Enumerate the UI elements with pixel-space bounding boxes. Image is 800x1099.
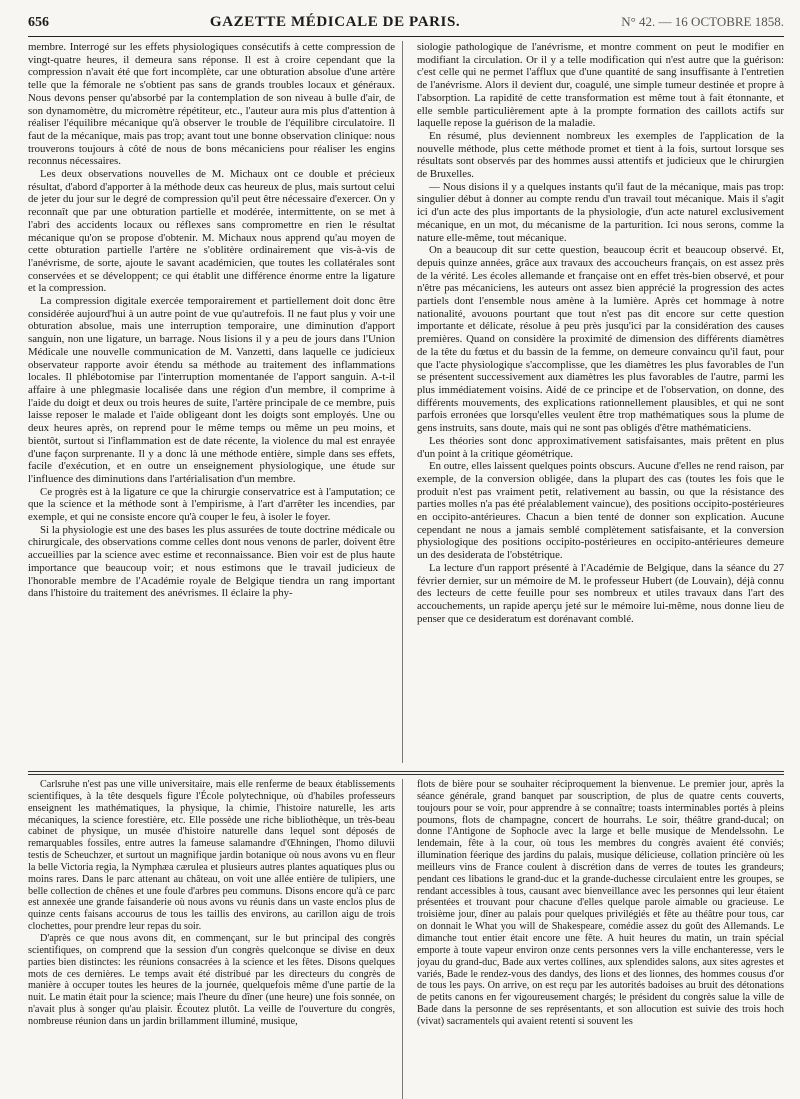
main-article	[28, 41, 784, 763]
paragraph: flots de bière pour se souhaiter réciproquement la bienvenue. Le premier jour, après la séance générale, grand banquet par souscription, de plus de quatre cents couverts, toujours pour se voir, pour apprendre à se connaître; toasts interminables portés à pleins poumons, flots de champagne, concert de hourrahs. Le soir, théâtre grand-ducal; on donne l'Antigone de Sophocle avec la large et belle musique de Mendelssohn. Le lendemain, fête à la cour, où tous les membres du congrès avaient été conviés; illumination féerique des jardins du palais, musique délicieuse, collation princière où les meilleurs vins de France coulent à discrétion dans de verres de toutes les grandeurs; pendant ces libations le grand-duc et la grande-duchesse circulaient entre les groupes, se rendant accessibles à tous, causant avec bienveillance avec les personnes qui leur étaient présentées et trouvant pour chacune d'elles quelque parole aimable ou gracieuse. Le troisième jour, dîner au palais pour quelques privilégiés et fête au théâtre pour tous, car on donnait le What you will de Shakespeare, comédie assez du goût des Allemands. Le dimanche tout entier était encore une fête. A huit heures du matin, un train spécial emporte à toute vapeur environ onze cents personnes vers la ville enchanteresse, vers le joyau du grand-duc, Bade aux vertes collines, aux splendides salons, aux sites agrestes et variés, Bade le rendez-vous des dandys, des lions et des lionnes, des hommes cousus d'or de tous les pays. On arrive, on est reçu par les autorités badoises au bruit des détonations de petits canons en fer vigoureusement chargés; le président du congrès salue la ville de Bade dans la personne de ses représentants, et son allocution est suivie des trois hoch (vivat) sacramentels qui avaient retenti si souvent les	[417, 779, 784, 1027]
paragraph: membre. Interrogé sur les effets physiologiques consécutifs à cette compression de vingt-quatre heures, il demeura sans réponse. Il est à croire cependant que la compression n'avait été que fort incomplète, car une obturation absolue d'une artère telle que la fémorale ne s'obtient pas sans de grands troubles locaux et généraux. Nous devons penser qu'absorbé par la contemplation de son niveau à bulle d'air, de son dynamomètre, du micromètre répétiteur, etc., l'auteur aura mis plus d'attention à réaliser l'équilibre mécanique qu'à observer le trouble de l'équilibre circulatoire. Il faut de la mécanique, mais pas trop; avant tout une bonne observation clinique: nous trouverons toujours à côté de nous de bons mécaniciens pour réaliser les engins reconnus nécessaires.	[28, 41, 395, 168]
paragraph: Ce progrès est à la ligature ce que la chirurgie conservatrice est à l'amputation; ce que la science et la méthode sont à l'empirisme, à l'art d'arrêter les incendies, par exemple, et qui ne consiste encore qu'à couper le feu, à isoler le foyer.	[28, 485, 395, 524]
feuilleton-divider	[28, 771, 784, 775]
paragraph: On a beaucoup dit sur cette question, beaucoup écrit et beaucoup observé. Et, depuis quinze années, grâce aux travaux des accoucheurs français, on est assez près de la vérité. Les écoles allemande et française ont en effet très-bien observé, et pour n'être pas mécaniciens, les auteurs ont assez bien apprécié la progression des actes partiels dont l'ensemble nous amène à la lumière. Après cet hommage à notre nationalité, avouons pourtant que tout n'est pas dit encore sur cette question importante et délicate, résolue à peu près jusqu'ici par la considération des causes premières. Quand on considère la proximité de dimension des différents diamètres de la tête du fœtus et du bassin de la femme, on demeure convaincu qu'il faut, pour que l'acte physiologique s'accomplisse, que les diamètres les plus favorables de l'un se présentent successivement aux diamètres les plus favorables de l'autre, parmi les plus immédiatement voisins. Aidé de ce principe et de l'observation, on donne, des différents mouvements, des explications rationnellement plausibles, et qui ne sont parfois erronées que lorsqu'elles veulent être trop mathématiques sous la plume de gens instruits, sans doute, mais qui ne sont pas obligés d'être mathématiciens.	[417, 244, 784, 435]
paragraph: Les théories sont donc approximativement satisfaisantes, mais prêtent en plus d'un point à la critique géométrique.	[417, 434, 784, 460]
journal-title: GAZETTE MÉDICALE DE PARIS.	[209, 14, 461, 30]
paragraph: siologie pathologique de l'anévrisme, et montre comment on peut le modifier en modifiant la circulation. Or il y a telle modification qui n'est autre que la guérison: c'est celle qui ne permet l'afflux que d'une quantité de sang insuffisante à l'entretien de l'anévrisme. Alors il devient dur, coagulé, une simple tumeur destinée et propre à l'absorption. La rapidité de cette transformation est même tout à fait étonnante, et elle semble particulièrement apte à la prompte formation des caillots actifs sur laquelle repose la guérison de la maladie.	[417, 41, 784, 130]
article-column-right	[417, 41, 784, 763]
feuilleton-column-left	[28, 779, 403, 1099]
feuilleton-section	[28, 779, 784, 1099]
paragraph: En outre, elles laissent quelques points obscurs. Aucune d'elles ne rend raison, par exemple, de la conversion obligée, dans la plupart des cas (toutes les fois que le produit n'est pas vraiment petit, relativement au bassin, ou que la résistance des parties molles n'a pas été préalablement vaincue), des positions occipito-postérieures en occipito-antérieures. Chacun a bien tenté de donner son explication. Aucune cependant ne nous a jamais semblé complètement satisfaisante, et la conversion physiologique des positions occipito-postérieures en occipito-antérieures demeure un des desiderata de l'obstétrique.	[417, 460, 784, 562]
paragraph: La compression digitale exercée temporairement et partiellement doit donc être considérée aujourd'hui à un autre point de vue qu'autrefois. Il ne faut plus y voir une obturation absolue, mais une interruption temporaire, une diminution d'apport sanguin, non une ligature, un barrage. Nous lisions il y a peu de jours dans l'Union Médicale une nouvelle communication de M. Vanzetti, dans laquelle ce judicieux observateur rapporte avoir étendu sa méthode au traitement des inflammations locales. Il phlébotomise par l'interruption momentanée de l'apport sanguin. A-t-il affaire à une phlegmasie localisée dans une région d'un membre, il comprime à l'aide du doigt et deux ou trois heures de suite, l'artère principale de ce membre, puis laisse reposer le malade et l'aide obligeant dont les doigts sont employés. Une ou deux heures après, on reprend pour le même temps ou même un peu moins, et bientôt, surtout si l'inflammation est de date récente, la violence du mal est enrayée d'une façon surprenante. Il y a donc là une méthode entière, simple dans ses effets, facile d'exécution, et en outre un enseignement physiologique, une étude sur l'influence des diminutions dans l'artérialisation d'un membre.	[28, 295, 395, 485]
paragraph: Carlsruhe n'est pas une ville universitaire, mais elle renferme de beaux établissements scientifiques, à la tête desquels figure l'École polytechnique, où d'habiles professeurs enseignent les mathématiques, la physique, la chimie, l'histoire naturelle, les arts mécaniques, la science forestière, etc. Elle possède une riche bibliothèque, un très-beau cabinet de physique, un musée d'histoire naturelle dans lequel sont déposés de remarquables fossiles, entre autres la fameuse salamandre d'Œhningen, l'homo diluvii testis de Scheuchzer, et surtout un magnifique jardin botanique où nous avons vu en fleur la belle Victoria regia, la Nymphæa cærulea et plusieurs autres plantes aquatiques plus ou moins rares. Dans le parc attenant au château, on voit une allée entière de tulipiers, une belle collection de chênes et une foule d'arbres peu communs. Disons encore qu'à ce parc est annexée une grande faisanderie où nous avons vu réunis dans un vaste enclos plus de quinze cents faisans accourus de tous les taillis des environs, au carillon aigu de trois clochettes, pour prendre leur repas du soir.	[28, 779, 395, 933]
paragraph: La lecture d'un rapport présenté à l'Académie de Belgique, dans la séance du 27 février dernier, sur un mémoire de M. le professeur Hubert (de Louvain), déjà connu des lecteurs de cette feuille pour ses nombreux et utiles travaux dans l'art des accouchements, un rapide aperçu jeté sur le mémoire lui-même, nous donne lieu de penser que ce desideratum est dorénavant comblé.	[417, 561, 784, 625]
paragraph: Les deux observations nouvelles de M. Michaux ont ce double et précieux résultat, d'abord d'apporter à la méthode deux cas heureux de plus, mais surtout celui de jeter du jour sur le degré de compression qu'il peut être nécessaire d'exercer. On y reconnaît que par une obturation partielle et modérée, intermittente, on se met à l'abri des accidents locaux ou réflexes sans compromettre en rien le résultat mécanique qu'on se propose d'obtenir. M. Michaux nous apprend qu'au moyen de cette obturation partielle l'artère ne s'oblitère ordinairement que vis-à-vis de l'anévrisme, de sorte, ajoute le savant académicien, que toutes les collatérales sont conservées et se développent; ce qui établit une différence énorme entre la ligature et la compression.	[28, 168, 395, 295]
page-header	[28, 14, 784, 37]
paragraph: D'après ce que nous avons dit, en commençant, sur le but principal des congrès scientifiques, on comprend que la session d'un congrès quelconque se divise en deux parties bien distinctes: les réunions consacrées à la science et les fêtes. Disons quelques mots de ces dernières. Le temps avait été distribué par les directeurs du congrès de manière à occuper toutes les heures de la journée, quelquefois même d'une partie de la nuit. Le matin était pour la science; mais l'heure du dîner (une heure) une fois sonnée, on n'avait plus à songer qu'au plaisir. Écoutez plutôt. La veille de l'ouverture du congrès, nombreuse réunion dans un jardin brillamment illuminé, musique,	[28, 932, 395, 1027]
issue-dateline: N° 42. — 16 OCTOBRE 1858.	[621, 14, 784, 29]
paragraph: En résumé, plus deviennent nombreux les exemples de l'application de la nouvelle méthode, plus cette méthode promet et tient à la fois, surtout lorsque ses résultats sont observés par des hommes aussi attentifs et judicieux que le chirurgien de Bruxelles.	[417, 129, 784, 181]
paragraph: Si la physiologie est une des bases les plus assurées de toute doctrine médicale ou chirurgicale, des observations comme celles dont nous venons de parler, doivent être accueillies par la science avec estime et reconnaissance. Bien voir est de plus haute importance que beaucoup voir; et nous estimons que le travail judicieux de l'honorable membre de l'Académie royale de Belgique tiendra un rang important dans l'histoire du traitement des anévrismes. Il éclaire la phy-	[28, 523, 395, 600]
article-column-left	[28, 41, 403, 763]
feuilleton-column-right	[417, 779, 784, 1099]
page-number: 656	[28, 15, 49, 30]
paragraph: — Nous disions il y a quelques instants qu'il faut de la mécanique, mais pas trop: singulier début à donner au compte rendu d'un travail tout mécanique. Mais il s'agit ici d'un acte des plus importants de la physiologie, d'un acte naturel exclusivement mécanique, en un mot, du mécanisme de la parturition. Ici nous serons, comme la nature elle-même, tout mécanique.	[417, 180, 784, 244]
